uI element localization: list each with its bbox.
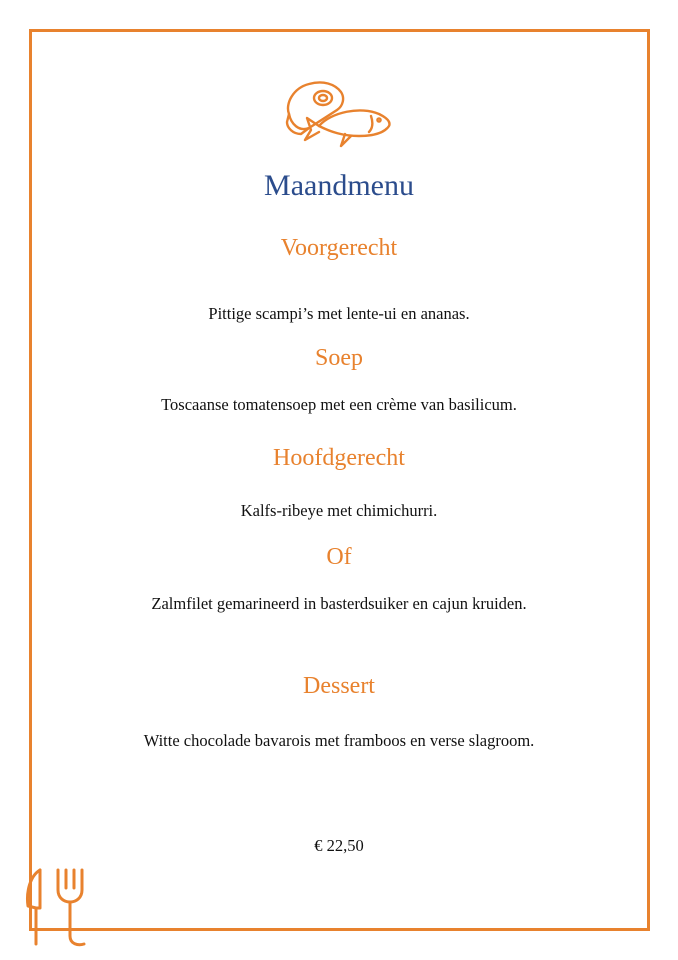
dish-voorgerecht: Pittige scampi’s met lente-ui en ananas. bbox=[208, 304, 470, 323]
dish-dessert: Witte chocolade bavarois met framboos en verse slagroom. bbox=[143, 731, 535, 750]
section-heading-of: Of bbox=[326, 544, 352, 570]
dish-soep: Toscaanse tomatensoep met een crème van basilicum. bbox=[161, 395, 517, 414]
section-heading-dessert: Dessert bbox=[303, 673, 375, 699]
section-heading-hoofdgerecht: Hoofdgerecht bbox=[273, 445, 405, 471]
dish-hoofdgerecht: Kalfs-ribeye met chimichurri. bbox=[240, 501, 438, 520]
steak-and-fish-icon bbox=[279, 76, 399, 156]
menu-title: Maandmenu bbox=[264, 169, 414, 202]
menu-border-frame bbox=[29, 29, 650, 931]
section-heading-voorgerecht: Voorgerecht bbox=[280, 235, 398, 261]
section-heading-soep: Soep bbox=[315, 345, 363, 371]
dish-of: Zalmfilet gemarineerd in basterdsuiker en cajun kruiden. bbox=[151, 594, 527, 613]
fork-and-knife-icon bbox=[18, 866, 90, 950]
menu-price: € 22,50 bbox=[314, 836, 364, 855]
